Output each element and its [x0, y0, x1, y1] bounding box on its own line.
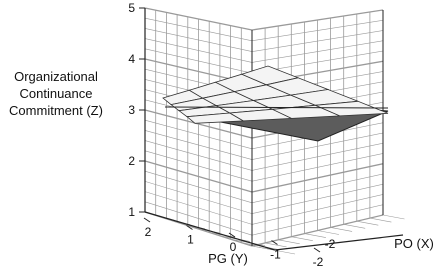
- y-tick-label: -1: [270, 247, 281, 262]
- x-tick-label: -2: [324, 237, 336, 251]
- y-axis-title: PG (Y): [208, 251, 248, 266]
- z-tick-label: 5: [128, 1, 135, 15]
- floor-grid-c: [383, 215, 405, 219]
- z-tick-label: 1: [128, 205, 135, 219]
- floor-grid-c: [344, 224, 366, 228]
- floor-grid-c: [291, 237, 313, 241]
- z-axis-title-line-1: Organizational: [14, 69, 98, 84]
- floor-grid-c: [304, 234, 326, 238]
- y-tick: [144, 218, 150, 222]
- floor-grid-c: [318, 231, 340, 235]
- z-tick-label: 3: [128, 103, 135, 117]
- x-axis-title: PO (X): [394, 236, 434, 251]
- z-axis-title-line-3: Commitment (Z): [9, 103, 103, 118]
- y-axis-line: [145, 212, 275, 250]
- y-tick: [314, 248, 320, 252]
- y-tick-label: 0: [229, 240, 237, 254]
- floor-grid-c: [370, 218, 392, 222]
- floor-grid-c: [357, 221, 379, 225]
- floor-grid-c: [278, 240, 300, 244]
- y-tick-label: 2: [144, 225, 152, 239]
- z-tick-label: 4: [128, 52, 135, 66]
- floor-grid-c: [331, 227, 353, 231]
- y-tick-label: 1: [187, 232, 194, 247]
- y-tick-label: -2: [312, 255, 324, 268]
- z-axis-title-line-2: Continuance: [19, 86, 93, 101]
- z-tick-label: 2: [128, 154, 135, 168]
